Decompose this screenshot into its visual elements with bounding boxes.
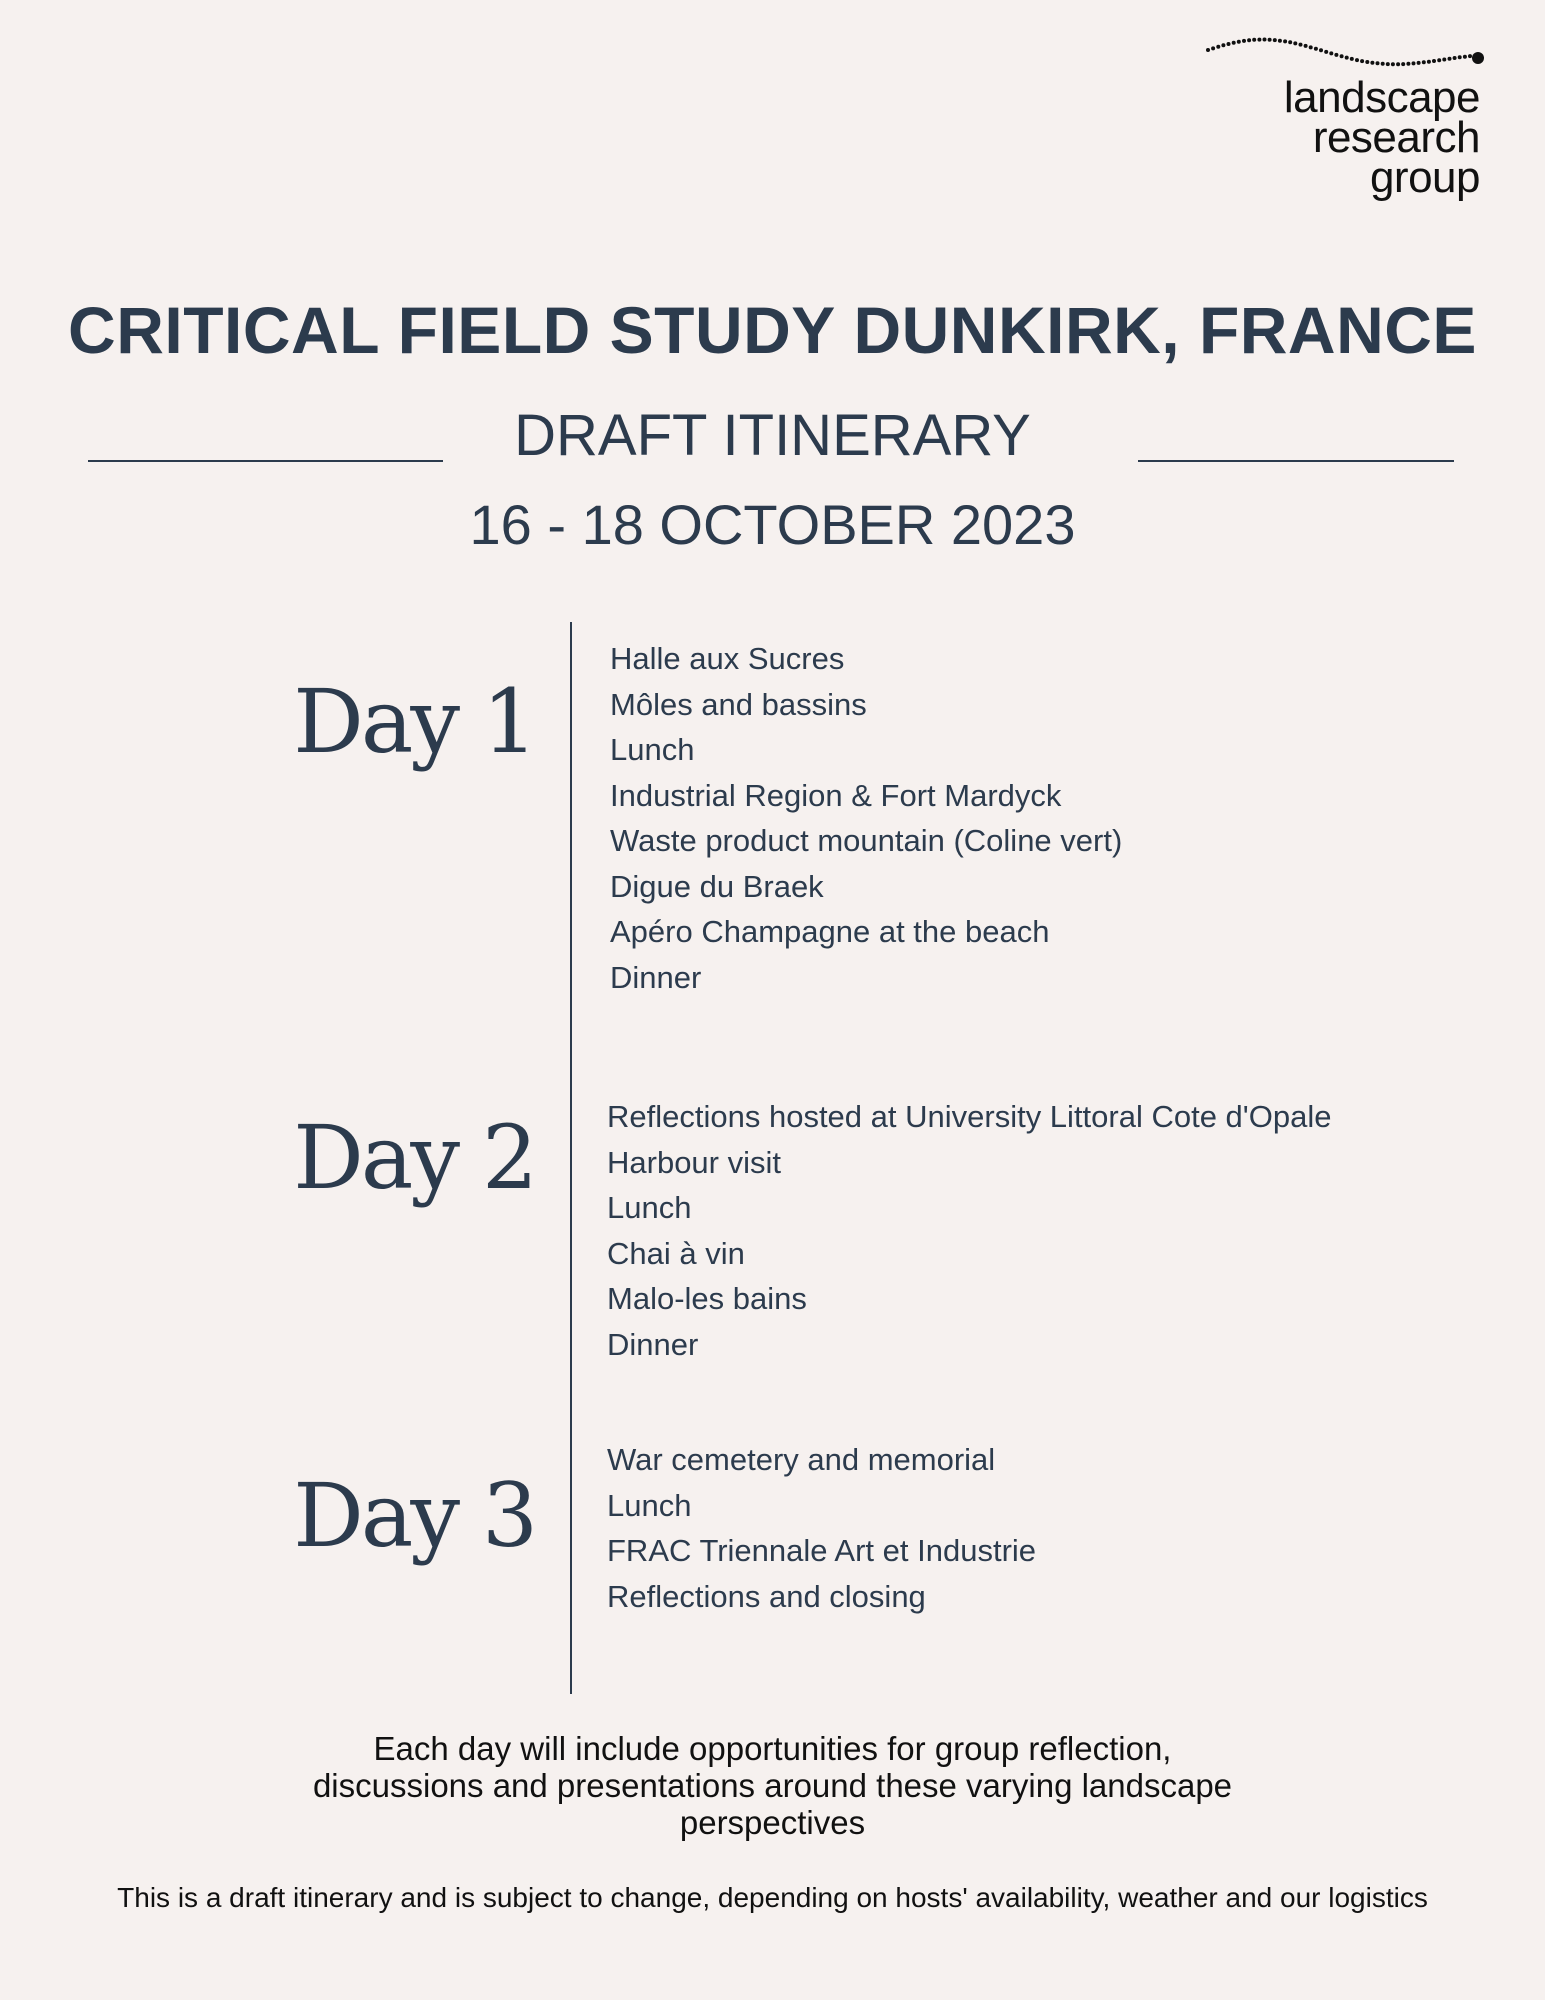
note-line: perspectives (679, 1804, 866, 1841)
event-dates: 16 - 18 OCTOBER 2023 (469, 493, 1076, 556)
logo-line: group (1369, 153, 1480, 202)
list-item: Reflections hosted at University Littoral Cote d'Opale (607, 1099, 1332, 1134)
note-line: Each day will include opportunities for group reflection, (373, 1730, 1172, 1767)
note-line: discussions and presentations around these varying landscape (312, 1767, 1233, 1804)
day-2-label: Day 2 (293, 1106, 535, 1209)
list-item: Dinner (610, 959, 702, 995)
day-3-activities (607, 1437, 1036, 1619)
list-item: Chai à vin (607, 1235, 745, 1271)
list-item: Lunch (610, 732, 695, 767)
logo-line: landscape (1283, 73, 1480, 122)
reflection-note (0, 1730, 1545, 1841)
day-3-label: Day 3 (293, 1464, 535, 1567)
list-item: Dinner (607, 1326, 699, 1362)
logo (1200, 28, 1500, 228)
list-item: FRAC Triennale Art et Industrie (607, 1533, 1037, 1568)
list-item: Harbour visit (607, 1144, 781, 1180)
timeline-divider (570, 622, 572, 1694)
list-item: Digue du Braek (610, 868, 824, 904)
list-item: Apéro Champagne at the beach (610, 914, 1050, 949)
page-title: CRITICAL FIELD STUDY DUNKIRK, FRANCE (68, 293, 1477, 367)
day-1-label: Day 1 (293, 670, 535, 773)
dotted-wave-icon (1200, 28, 1500, 78)
day-2-activities (607, 1094, 1331, 1367)
logo-text (1283, 73, 1480, 202)
list-item: Industrial Region & Fort Mardyck (610, 777, 1062, 813)
list-item: Lunch (607, 1190, 692, 1225)
list-item: War cemetery and memorial (607, 1442, 996, 1477)
list-item: Lunch (607, 1487, 692, 1523)
page-subtitle: DRAFT ITINERARY (514, 403, 1031, 468)
day-1-activities (610, 636, 1122, 1000)
logo-line: research (1312, 113, 1480, 162)
list-item: Reflections and closing (607, 1578, 926, 1614)
list-item: Waste product mountain (Coline vert) (610, 823, 1123, 858)
list-item: Môles and bassins (610, 686, 867, 722)
list-item: Malo-les bains (607, 1281, 807, 1316)
disclaimer: This is a draft itinerary and is subject to change, depending on hosts' availability, weather and our logistics (117, 1882, 1428, 1913)
list-item: Halle aux Sucres (610, 641, 845, 676)
divider-right (1138, 460, 1454, 462)
